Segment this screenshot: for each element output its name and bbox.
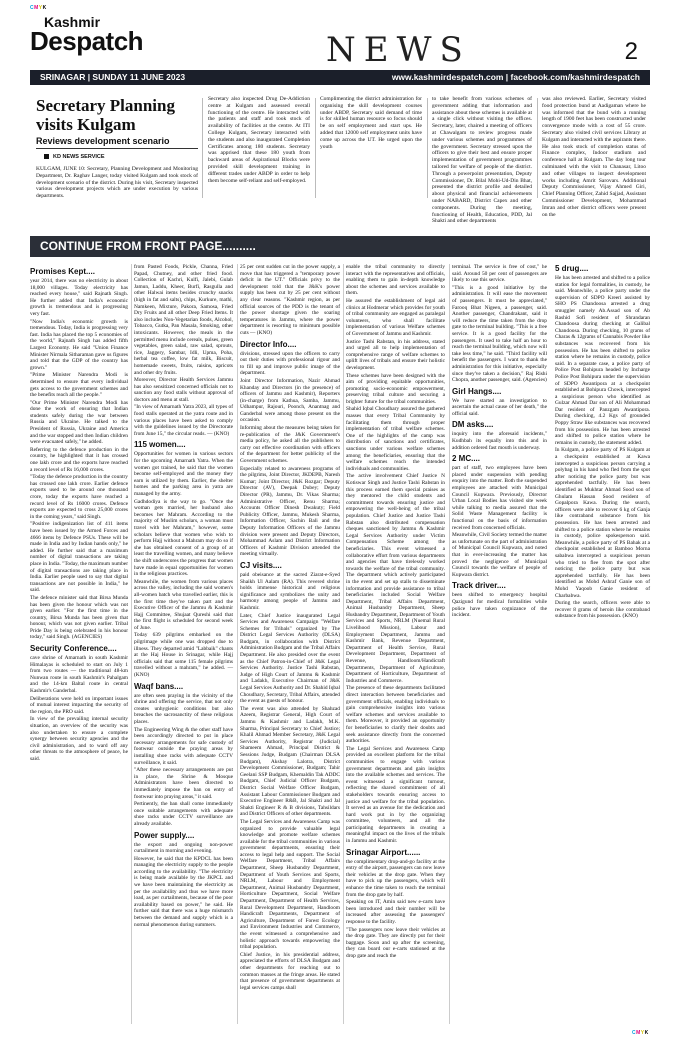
article-paragraph: "Now India's economic growth is tremendous. Today, India is progressing very fast. India has placed the top 5 economies of the world," Rajnath Singh has added fifth Largest Economy. He said "Union Finance Minister Nirmala Sitharaman gave us figures and told that the GDP of the country has grown." — [30, 318, 128, 371]
body-column-3 — [240, 264, 340, 1024]
article-kicker: Waqf bans.... — [134, 681, 184, 691]
column-divider — [237, 264, 238, 1024]
article-paragraph: The Engineering Wing & the other staff have been accordingly directed to put in place necessary arrangements for safe custody of footwear outside the praying areas by installing shoe racks with adequate CCTV surveillance, it said. — [134, 726, 233, 766]
article-kicker: Srinagar Airport...... — [346, 847, 421, 857]
column-divider — [131, 264, 132, 1024]
story-column-4: to take benefit from various schemes of government adding that information and assistance about these schemes is available at a single click without visiting the offices. Secretary, later, chaired a meeting of officers at Chawalgam to review progress made under various schemes and programmes of the government. Secretary stressed upon the officers to give their best and ensure proper implementation of government programmes tailored for welfare of people of the district. Through a powerpoint presentation, Deputy Commissioner, Dr. Bilal Mohi-Ud-Din Bhat, presented the district profile and detailed about physical and financial achievements under NABARD, District Capex and other components. During the meeting, functioning of Health, Education, PDD, Jal Shakti and other departments — [432, 96, 532, 225]
article-paragraph: year 2014, there was no electricity in about 18,000 villages. Today electricity has reached every house," said Rajnath Singh. He further added that India's economic growth is tremendous and is progressing very fast. — [30, 278, 128, 317]
registration-letter: K — [42, 5, 47, 11]
article-paragraph: Chief Justice, in his presidential address, appreciated the efforts of DLSA Budgam and other departments for reaching out to common masses at the fringe areas. He stated that presence of government departments at legal services camps shall — [240, 951, 340, 991]
article-paragraph: Opportunities for women in various sectors for the upcoming Amarnath Yatra. When the women got trained, he said that the women become self-employed and the money they earn is utilized by them. Earlier, the shelter homes and the parking area in yatra are managed by the army. — [134, 451, 233, 497]
article-paragraph: are often seen praying in the vicinity of the shrine and offering the service, that not only creates unhygienic conditions but also breaches the sacrosanctity of these religious places. — [134, 692, 233, 725]
article-kicker: Power supply.... — [134, 830, 195, 840]
masthead — [30, 14, 650, 84]
article-paragraph: been shifted to emergency hospital Qazigund for medical formalities while police have taken cognizance of the incident. — [452, 592, 547, 619]
byline: KD NEWS SERVICE — [44, 154, 105, 160]
article-paragraph: 25 per cent sudden cut in the power supply, a move that has triggered a "temporary power deficit in the UT." Officials privy to the development told that the J&K's power supply has been cut by 25 per cent without any clear reasons. "Kashmir region, as per official sources of the PDD is the tenant of the power shortage given the soaring temperatures in Jammu, where the power department is resorting to minimum possible cuts — (KNO) — [240, 264, 340, 336]
article-paragraph: The defence minister said that Birsa Munda has been given the honour which was not given earlier. "For the first time in the country, Birsa Munda has been given that honour, which was not given earlier. Tribal Pride Day is being celebrated in his honour today," said Singh. (AGENCIES) — [30, 594, 128, 641]
article-paragraph: However, he said that the KPDCL has been managing the electricity supply to the people according to the availability. "The electricity is being made available by the JKPCL and we have been maintaining the electricity as per the availability and thus we have more load, as per curtailments, because of the poor availability based on power," he said. He further said that there was a huge mismatch between the demand and supply which is a normal phenomenon during summers. — [134, 855, 233, 928]
article-paragraph: "This is a good initiative by the administration. It will ease the movement of passengers. It must be appreciated," Farooq Bhat Nigeen, a passenger, said. Another passenger, Chandrakant, said it will reduce the time taken from the drop gate to the terminal building. "This is a free service. It is a good facility for the passengers. It used to take half an hour to reach the terminal building, which now will take less time," he said. "Third facility will benefit the passengers. I want to thank the administration for this initiative, especially since they've taken a decision," Raj Rishi Chopra, another passenger, said. (Agencies) — [452, 284, 547, 384]
registration-letter: M — [636, 1030, 641, 1036]
section-title: NEWS — [326, 30, 471, 70]
brand-name-top: Kashmir — [44, 14, 101, 30]
article-paragraph: "Prime Minister Narendra Modi is determined to ensure that every individual gets access to the government schemes and the benefits reach all the people." — [30, 372, 128, 399]
article-paragraph: Moreover, Director Health Services Jammu has also sensitized concerned officials not to sanction any food stalls without approval of doctors and menu at stall. — [134, 377, 233, 403]
article-paragraph: enable the tribal community to directly interact with the representatives and officials, enabling them to gain in-depth knowledge about the schemes and services available to them. — [346, 264, 445, 297]
article-kicker: Security Conference.... — [30, 644, 117, 654]
article-kicker: Girl Hangs.... — [452, 386, 502, 396]
article-paragraph: The event was also attended by Shahzad Azeem, Registrar General, High Court of Jammu & Kashmir and Ladakh, M.K. Sharma, Principal Secretary to Chief Justice; Khalil Ahmad Member Secretary, J&K Legal Services Authority, Registrar (Judicial) Shameem Ahmad, Principal District & Sessions Judge, Budgam (Chairman DLSA Budgam), Akshay Lalotra, District Development Commissioner, Budgam; Tahir Geelani SSP Budgam, Khemaldin Tak ADDC Budgam, Chief Judicial Officer Budgam, District Social Welfare Officer Budgam, Assistant Labour Commissioner Budgam and Executive Engineer R&B, Jal Shakti and Jal Shakti Engineer R & B divisions, Tahsildars and District Officers of other departments. — [240, 705, 340, 818]
article-paragraph: "Positive indigenization list of 411 items have been issued by the Armed Forces and 4666 items by Defence PSUs. These will be made in India and by Indian hands only," he added. He further said that a maximum number of digital transactions are taking place in India. "Today, the maximum number of digital transactions are taking place in India. Earlier people used to say that digital transactions are not possible in India," he said. — [30, 521, 128, 594]
article-paragraph: cave shrine of Amarnath in south Kashmir Himalayas is scheduled to start on July 1 from two routes — the traditional 48-km Nunwan route in south Kashmir's Pahalgam and the 14-km Baltal route in central Kashmir's Ganderbal. — [30, 655, 128, 695]
page-number: 2 — [624, 38, 638, 65]
registration-letter: Y — [640, 1030, 645, 1036]
article-paragraph: the complimentary drop-and-go facility at the entry of the airport, passengers can now leave their vehicles at the drop gate. When they have to pick up the passengers, which will enhance the time taken to reach the terminal from the drop gate by half. — [346, 858, 445, 898]
article-paragraph: Today 639 pilgrims embarked on the pilgrimage while one was dropped due to illness. They departed amid "Labbaik" chants at the Haj House in Srinagar, while Hajj officials said that some 115 female pilgrims travelled without a mahram," he added. — (KNO) — [134, 632, 233, 679]
article-paragraph: Joint Director Information, Nazir Ahmad Khanday and Directors (in the presence) of officers of Jammu and Kashmir), Reporters (in-charge) from Kathua, Samba, Jammu, Udhampur, Rajouri, Poonch, Anantnag and Ganderbal were among those present on the occasion. — [240, 377, 340, 424]
article-paragraph: Pertinently, the ban shall come immediately once suitable arrangements with adequate shoe racks under CCTV surveillance are already available. — [134, 801, 233, 827]
article-paragraph: Deliberations were held on important issues of mutual interest impacting the security of the region, the PRO said. — [30, 695, 128, 715]
article-paragraph: The presence of these departments facilitated direct interaction between beneficiaries and government officials, enabling individuals to gain comprehensive insights into various welfare schemes and services available to them. Moreover, it provided an opportunity for beneficiaries to clarify their doubts and seek assistance directly from the concerned authorities. — [346, 685, 445, 745]
article-kicker: 5 drug.... — [555, 264, 589, 273]
article-kicker: DM asks.... — [452, 420, 494, 430]
story-column-2: Secretary also inspected Drug De-Addiction centre at Kulgam and assessed overall functioning of the centre. He interacted with the patients and staff and took stock of availability of facilities at the centre. At ITI College Kulgam, Secretary interacted with the students and also inaugurated Completion Certificates among 180 students. Secretary was apprised that these 180 youth from backward areas of Aspirational Blocks were provided skill development training in different trades under ABDP in order to help them become self-reliant and self-employed. — [208, 96, 310, 184]
registration-marks — [632, 1030, 649, 1036]
article-paragraph: These schemes have been designed with the aim of providing equitable opportunities, promoting socio-economic empowerment, preserving tribal culture and securing a brighter future for the tribal communities. — [346, 372, 445, 405]
article-paragraph: the export and ongoing non-power curtailment in morning and evening. — [134, 841, 233, 855]
article-paragraph: Gadhdodiya is the way to go. "Once the woman gets married, her husband also becomes her Mahram. According to the majority of Muslim scholars, a woman must travel with her Mahram," however, some scholars believe that women who wish to perform Hajj without a Mahram may do so if she has obtained consent of a group of at least the travelling women, and many believe the shift underscores the progress that women have made in equal opportunities for women in the religious practices. — [134, 498, 233, 578]
web-links: www.kashmirdespatch.com | facebook.com/kashmirdespatch — [391, 72, 640, 82]
article-kicker: CJ visits.... — [240, 560, 282, 570]
article-paragraph: In view of the prevailing internal security situation, an overview of the security was also undertaken to ensure a complete synergy between security agencies and the civil administration, and to ward off any other threats to the atmosphere of peace, he said. — [30, 716, 128, 762]
column-divider — [537, 98, 538, 198]
article-paragraph: inquiry into the aforesaid incidents," Kudhbah its equally into this and in addition ordered fast mouth is underway. — [452, 431, 547, 451]
dateline: SRINAGAR | SUNDAY 11 JUNE 2023 — [40, 72, 186, 82]
continue-banner: CONTINUE FROM FRONT PAGE.......... — [30, 236, 650, 257]
registration-letter: K — [644, 1030, 649, 1036]
article-paragraph: He has been arrested and shifted to a police station for legal formalities, in custody, he said. Meanwhile, a police party under the supervision of SDPO Kreeri assisted by SHO PS Chandoosa arrested a drug smuggler namely Ab.Assad son of Ab Rashid Sofi resident of Shrandaran Chandoosa during checking at Galibal Chandoosa. During checking, 10 grams of Charas & 12grams of Cannabis Powder like substances was recovered from his possession. He has been shifted to police station where he remains in custody, police said. In a separate case, a police party of Police Post Bohipura headed by Incharge Police Post Bohipura under the supervision of SDPO Awantipora at a checkpoint established at Bohipura Chowk, intercepted a suspicious person who identified as Gulzar Ahmad Dar son of Ali Mohammad Dar resident of Panzgam Awantipora. During checking, 4.2 Kgs of grounded Poppy Straw like substances was recovered from his possession. He has been arrested and shifted to police station where he remains in custody, the statement added. — [555, 275, 650, 446]
registration-letter: C — [30, 5, 35, 11]
lede-paragraph: KULGAM, JUNE 10: Secretary, Planning Development and Monitoring Department, Dr. Raghav Langer, today visited Kulgam and took stock of development scenario of the district. During his visit, Secretary inspected various development projects which are under execution by various departments. — [36, 166, 198, 200]
article-paragraph: He assured the establishment of legal aid clinics at Hodmerar which provides for youth of tribal community are engaged as paralegal volunteers, who shall facilitate implementation of various Welfare schemes of Government of Jammu and Kashmir. — [346, 297, 445, 337]
article-paragraph: The Legal Services and Awareness Camp provided an excellent platform for the tribal communities to engage with various government departments and gain insights into the available schemes and services. The event witnessed a significant turnout, reflecting the shared commitment of all stakeholders towards ensuring access to justice and welfare for the tribal population. It served as an avenue for the dedication and hard work put in by the organizing committee, volunteers, and all the participating departments in creating a meaningful impact on the lives of the tribals in Jammu and Kashmir. — [346, 745, 445, 845]
top-story — [30, 90, 650, 230]
article-paragraph: Informing about the measures being taken for re-publication of the J&K Government's media policy, he asked all the publishers to carry out effective coordination with officers of the department for better publicity of the Government schemes. — [240, 425, 340, 465]
registration-letter: C — [632, 1030, 637, 1036]
registration-letter: Y — [38, 5, 43, 11]
column-divider — [427, 98, 428, 198]
column-divider — [202, 98, 203, 198]
story-column-3: Complimenting the district administration for organising the skill development courses under ABDP, Secretary said demand of time is for skilled human resource so focus should be on self employment and start ups. He added that 12000 self employment units have come up across the UT. He urged upon the youth — [320, 96, 422, 150]
article-paragraph: paid obeisance at the sacred Ziarat-e-Syed Shaikh Ul Aalam (RA). This revered shrine holds immense historical and religious significance and symbolizes the unity and harmony among people of Jammu and Kashmir. — [240, 571, 340, 611]
article-paragraph: We have started an investigation to ascertain the actual cause of her death," the official said. — [452, 397, 547, 417]
article-paragraph: Later, Chief Justice inaugurated Legal Services and Awareness Campaign "Welfare Schemes for Tribals" organized by The District Legal Services Authority (DLSA) Budgam, in collaboration with District Administration Budgam and the Tribal Affairs Department. He also presided over the event as the Chief Patron-in-Chief of J&K Legal Services Authority. Justice Tashi Rabstan, Judge of High Court of Jammu & Kashmir and Ladakh, Executive Chairman of J&K Legal Services Authority and Dr. Shahid Iqbal Choudhary, Secretary, Tribal Affairs, attended the event as guests of honour. — [240, 612, 340, 705]
article-paragraph: Speaking on IT, Amin said new e-carts have been introduced and their number will be increased after assessing the passengers' response to the facility. — [346, 899, 445, 925]
article-paragraph: The Legal Services and Awareness Camp was organized to provide valuable legal knowledge and promote welfare schemes available for the tribal communities in various government departments, ensuring their access to legal help and support. The Social Welfare Department, Tribal Affairs Department, Sheep Husbandry Department, Department of Youth Services and Sports, NRLM, Labour and Employment Department, Animal Husbandry Department, Horticulture Department, Social Welfare Department, Department of Health Services, Rural Development Department, Handloom Handicraft Departments, Department of Agriculture, Department of Forest Ecology and Environment Industries and Commerce, the event witnessed a comprehensive and holistic approach towards empowering the tribal population. — [240, 818, 340, 951]
registration-letter: M — [34, 5, 39, 11]
article-paragraph: During the search, officers were able to recover 8 grams of heroin like contraband substance from his possession. (KNO) — [555, 600, 650, 620]
article-paragraph: divisions, stressed upon the officers to carry out their duties with professional rigour and to fill up and improve public image of the department. — [240, 350, 340, 377]
article-kicker: Promises Kept.... — [30, 267, 95, 276]
column-divider — [315, 98, 316, 198]
body-column-4 — [346, 264, 445, 1024]
subheadline: Reviews development scenario — [36, 136, 198, 149]
article-paragraph: terminal. The service is free of cost," he said. Around 50 per cent of passengers are likely to use this service. — [452, 264, 547, 284]
brand-name-main: Despatch — [30, 26, 144, 56]
article-paragraph: Meanwhile, the women from various places across the valley, including the said women's all-women batch who travelled earlier, this is the first time they've taken part and the Executive Officer of the Jammu & Kashmir Hajj Committee, Shujaat Qureshi said that the first flight is scheduled for second week of June. — [134, 578, 233, 631]
article-paragraph: from Pasted Foods, Pickle, Channa, Fried Papad, Chutney, and other fried food. Collection of Kachri, Kulfi, Jalebi, Gulab Jamun, Laddu, Kheer, Burfi, Rasgulla and other Halwai items besides crunchy snacks (high in fat and salts), chips, Kurkure, mathi, Namkeen, Mixture, Pakora, Samosa, Fried Dry Fruits and all other Deep Fried Items. It also includes Non-Vegetarian foods, Alcohol, Tobacco, Gutka, Pan Masala, Smoking, other intoxicants. However, the meals in the permitted menu include cereals, pulses, green vegetables, green salad, raw salad, sprouts, rice, Jaggery, Sambar, Idli, Upma, Poha, herbal tea coffee, low fat milk, Biscuit, homemade sweets, fruits, raisins, apricots and other dry fruits. — [134, 264, 233, 376]
article-paragraph: Justice Tashi Rabstan, in his address, stated and urged all to help implementation of comprehensive range of welfare schemes to uplift lives of tribals and ensure their holistic development. — [346, 338, 445, 371]
article-paragraph: In Kulgam, a police party of PS Kulgam at a checkpoint established at Kawa intercepted a suspicious person carrying a polybag in his hand who fled from the spot after noticing the police party but was apprehended tactfully. He has been identified as Mukhtar Ahmad Sood son of Ghulam Hassan Sood resident of Gopalpora Kawa. During the search, officers were able to recover 6 kg of Ganja like contraband substance from his possession. He has been arrested and shifted to a police station where he remains in custody, police spokesperson said. Meanwhile, a police party of PS Bahak at a checkpoint established at Bamboo Morna sababwa intercepted a suspicious person who tried to flee from the spot after noticing the police party but was apprehended tactfully. He has been identified as Mohd Ashraf Ganie son of Mohd Yaqoob Ganie resident of Charbabwa. — [555, 447, 650, 599]
article-paragraph: part of staff, two employees have been placed under suspension with pending enquiry into the matter. Both the suspended employees are attached with Municipal Council Kupwara. Previously, Director Urban Local Bodies has visited site week while talking to media assured that the Solid Waste Management facility is functional on the basis of information received from concerned officials. — [452, 465, 547, 531]
article-paragraph: Shahid Iqbal Choudhary assured the gathered masses that every Tribal Community by facilitating them through proper implementation of tribal welfare schemes. One of the highlights of the camp was distribution of sanctions and certificates, sanctions under various welfare schemes among the beneficiaries, ensuring that the welfare schemes reach the intended individuals and communities. — [346, 406, 445, 472]
article-kicker: 2 MC.... — [452, 454, 481, 464]
article-paragraph: "Our Prime Minister Narendra Modi has done the work of ensuring that Indian students safely during the war between Russia and Ukraine. He talked to the President of Russia, Ukraine and America and the war stopped and then Indian children were evacuated safely," he added. — [30, 399, 128, 446]
article-paragraph: "Today the defence production in the country has crossed one lakh crore. Earlier defence exports used to be around one thousand crore, today the exports have reached a record level of Rs 16000 crores. Defence exports are expected to cross 25,000 crores in the coming years," said Singh. — [30, 474, 128, 520]
column-divider — [449, 264, 450, 1024]
body-column-1 — [30, 264, 128, 1024]
article-kicker: Track driver.... — [452, 581, 506, 591]
article-kicker: 115 women.... — [134, 440, 186, 450]
article-paragraph: "The passengers now leave their vehicles at the drop gate. They are directly put for their baggage. Soon and up after the screening, they can board our e-carts stationed at the drop gate and reach the — [346, 926, 445, 959]
dateline-bar — [30, 70, 650, 85]
registration-marks — [30, 5, 47, 11]
article-paragraph: Especially related to awareness programs of the pilgrims, Joint Director, JKDEPB, Naresh Kumar; Joint Director, J&K Rozgar; Deputy Director (AV), Deepak Dubey; Deputy Director (PR), Jammu, Dr. Vikas Sharma; Administrative Officer, Renu Sharma; Accounts Officer Dinesh Dwakuty; Field Publicity Officer, Jammu, Mukesh Sharma, Information Officer, Sachin Bali and the Deputy Information Officers of the Jammu division were present and Deputy Directors, Mohammad Aslam and District Information Officers of Kashmir Division attended the meeting virtually. — [240, 465, 340, 558]
body-column-2 — [134, 264, 233, 1024]
article-paragraph: The active involvement Chief Justice N Kotiswar Singh and Justice Tashi Rabstan in this process earned them special praises as they mentored the child students and commitment towards ensuring justice and empowering the well-being of the tribal population. Chief Justice and Justice Tashi Rabstan also distributed compensation cheques sanctioned by Jammu & Kashmir Legal Services Authority under Victim Compensation Scheme among the beneficiaries. This event witnessed a collaborative effort from various departments and agencies that have tirelessly worked towards the welfare of the tribal community. The department which actively participated in the event and set up stalls to disseminate information and provide assistance to tribal beneficiaries included Social Welfare Department, Tribal Affairs Department, Animal Husbandry Department, Sheep Husbandry Department, Department of Youth Services and Sports, NRLM (Nuemal Rural Livelihood Mission), Labour and Employment Department, Jammu and Kashmir Bank, Revenue Department, Department of Health Service, Rural Development Department, Department of Revenue, Handloom/Handicraft Departments, Department of Agriculture, Department of Horticulture, Department of Industries and Commerce. — [346, 473, 445, 684]
article-paragraph: "In view of Amarnath Yatra 2023, all types of food stalls operated at the yatra route and in various places have been asked to comply with the guidelines issued by the Directorate from June 15," the circular reads. — (KNO) — [134, 404, 233, 437]
body-column-5 — [452, 264, 650, 1024]
column-divider — [343, 264, 344, 1024]
article-paragraph: "After these necessary arrangements are put in place, the Shrine & Mosque Administrators have been directed to immediately impose the ban on entry of footwear into praying areas," it said. — [134, 767, 233, 800]
story-column-5: was also reviewed. Earlier, Secretary visited food protection bund at Aadigaman where he was informed that the bund with a running length of 1900 feet has been constructed under convergence mode with a cost of 55 crore. Secretary also visited civil services Library at Kulgam and interacted with the aspirants there. He also took stock of completion status of Finance complex, Indoor stadium and conference hall at Kulgam. The day long tour culminated with the visit to Chanasar, Litoo and other villages to inspect development works including Amrit Sarovars. Additional Deputy Commissioner, Vijay Ahmed Giri, Chief Planning Officer, Zahid Sajjad, Assistant Commissioner Development, Mohammad Imran and other district officers were present on the — [542, 96, 647, 218]
article-paragraph: Referring to the defence production in the country, he highlighted that it has crossed one lakh crore and the exports have reached a record level of Rs 16,000 crores. — [30, 446, 128, 473]
article-kicker: Director Info.... — [240, 339, 297, 349]
headline: Secretary Planning visits Kulgam — [36, 96, 175, 134]
article-paragraph: Meanwhile, Civil Society termed the matter as unfortunate on the part of administration of Municipal Council Kupwara, and noted that in ever-increasing the matter has proved the negligence of Municipal Council towards the welfare of people of Kupwara district. — [452, 532, 547, 578]
